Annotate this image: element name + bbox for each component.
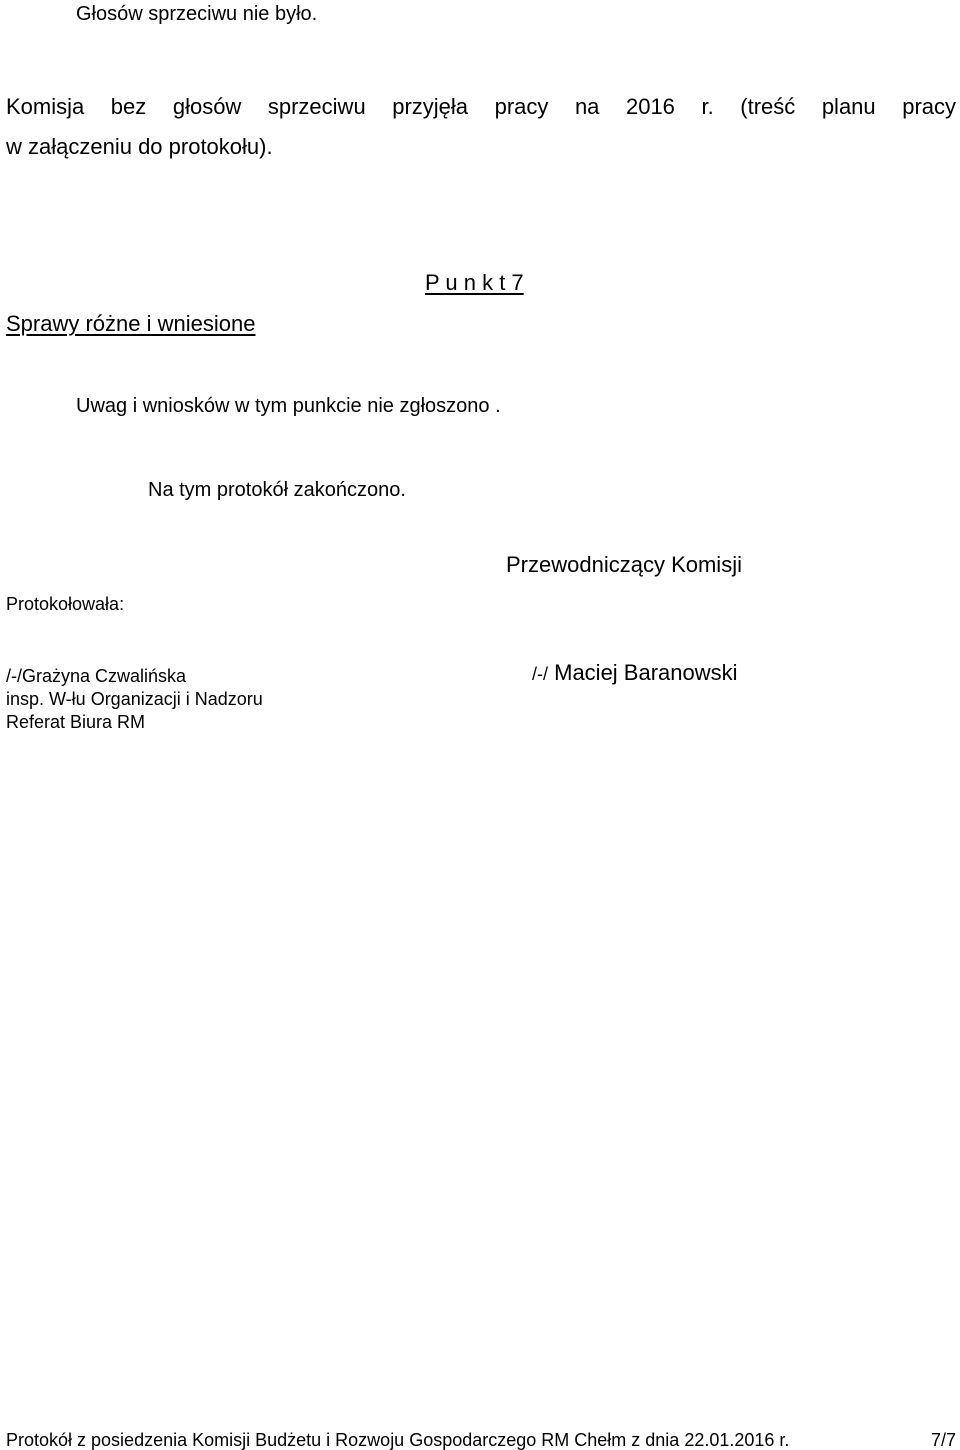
chair-name: Maciej Baranowski [554, 660, 738, 685]
recorder-department: Referat Biura RM [6, 712, 146, 732]
no-remarks-text: Uwag i wniosków w tym punkcie nie zgłoszono . [76, 395, 501, 417]
no-objections-text: Głosów sprzeciwu nie było. [76, 3, 318, 25]
punkt-heading: P u n k t 7 [425, 270, 524, 295]
recorder-name: /-/Grażyna Czwalińska [6, 666, 187, 686]
closing-text: Na tym protokół zakończono. [148, 479, 406, 501]
section-title: Sprawy różne i wniesione [6, 311, 256, 336]
chair-prefix: /-/ [532, 664, 548, 684]
recorder-label: Protokołowała: [6, 594, 125, 614]
page-number: 7/7 [931, 1430, 957, 1450]
resolution-paragraph-line-2: w załączeniu do protokołu). [6, 134, 273, 159]
footer-text: Protokół z posiedzenia Komisji Budżetu i Rozwoju Gospodarczego RM Chełm z dnia 22.01.2016 r. [6, 1430, 790, 1450]
chair-title: Przewodniczący Komisji [506, 552, 742, 577]
resolution-paragraph-line-1: Komisja bez głosów sprzeciwu przyjęła pracy na 2016 r. (treść planu pracy [6, 94, 956, 119]
chair-signature [532, 662, 738, 684]
recorder-role: insp. W-łu Organizacji i Nadzoru [6, 689, 263, 709]
